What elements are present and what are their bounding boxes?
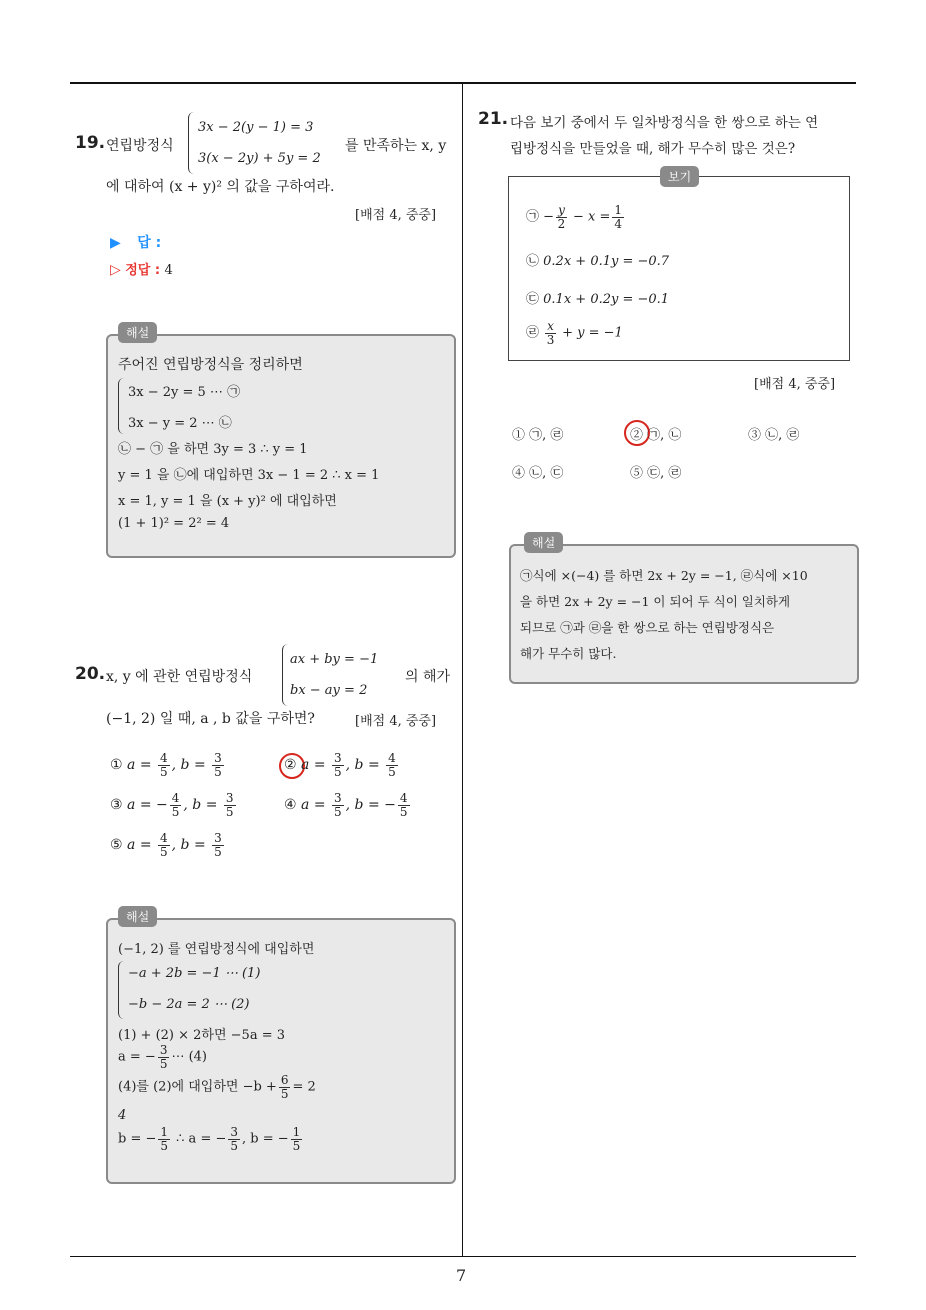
q21-meta: [배점 4, 중중]: [754, 377, 836, 392]
bogi-text: −: [543, 209, 555, 225]
q21-choice-5[interactable]: [630, 462, 681, 481]
denominator: 5: [388, 764, 396, 779]
q20-sol-brace: [118, 961, 124, 1019]
choice-number: ⑤: [110, 837, 123, 854]
q20-outro: 의 해가: [405, 669, 451, 685]
fraction: [158, 832, 170, 858]
choice-text: ㉠, ㉣: [529, 428, 564, 443]
q20-sol-row-a: [118, 1044, 207, 1070]
q21-choice-4[interactable]: [512, 462, 563, 481]
choice-b: , b =: [183, 797, 222, 814]
page-number: 7: [456, 1266, 467, 1285]
q19-sol-line: 주어진 연립방정식을 정리하면: [118, 357, 303, 373]
sol-text: ∴ a = −: [176, 1131, 227, 1147]
fraction: [545, 320, 556, 346]
numerator: 4: [399, 791, 408, 805]
sol-text: = 2: [292, 1079, 316, 1095]
q20-choice-1[interactable]: [110, 752, 226, 778]
choice-text: ㉠, ㉡: [647, 428, 682, 443]
bogi-text: 0.2x + 0.1y = −0.7: [543, 254, 670, 269]
numerator: 3: [230, 1125, 239, 1139]
choice-text: ㉡, ㉢: [529, 466, 564, 481]
q20-choice-2[interactable]: [284, 752, 400, 778]
q20-sol-row-sub: [118, 1074, 316, 1100]
q19-outro: 를 만족하는 x, y: [345, 138, 447, 154]
denominator: 5: [159, 1056, 168, 1071]
fraction: [332, 792, 344, 818]
q21-bogi-tag: 보기: [660, 166, 699, 187]
q19-answer-label: 답 :: [137, 235, 162, 251]
q21-bogi-item-2: [526, 250, 669, 269]
q21-solution-box: [509, 544, 859, 684]
column-divider: [462, 84, 463, 1256]
numerator: 4: [171, 791, 180, 805]
fraction: [398, 792, 410, 818]
sol-text: a = −: [118, 1049, 156, 1065]
q21-bogi-item-3: [526, 288, 669, 307]
denominator: 5: [225, 804, 234, 819]
fraction: [332, 752, 344, 778]
bottom-rule: [70, 1256, 856, 1257]
q19-correct-label: 정답 :: [125, 263, 161, 278]
q20-solution-tag: 해설: [118, 906, 157, 927]
numerator: 3: [334, 791, 342, 805]
denominator: 5: [171, 804, 180, 819]
fraction: [158, 1044, 170, 1070]
numerator: 6: [280, 1073, 289, 1087]
choice-text: ㉡, ㉣: [765, 428, 800, 443]
q20-sol-line: −b − 2a = 2 ⋯ (2): [128, 997, 250, 1012]
q19-brace: [188, 112, 195, 174]
numerator: y: [558, 203, 565, 217]
choice-number: ①: [512, 428, 526, 443]
fraction: [212, 752, 224, 778]
bogi-mark: ㉠: [526, 209, 540, 225]
fraction: [279, 1074, 291, 1100]
denominator: 5: [160, 1138, 169, 1153]
denominator: 5: [160, 844, 168, 859]
q21-bogi-item-4: [526, 320, 623, 346]
q20-meta: [배점 4, 중중]: [355, 714, 437, 729]
q21-sol-line: ㉠식에 ×(−4) 를 하면 2x + 2y = −1, ㉣식에 ×10: [520, 568, 808, 583]
fraction: [170, 792, 182, 818]
q19-meta: [배점 4, 중중]: [355, 208, 437, 223]
denominator: 5: [292, 1138, 301, 1153]
q19-eq1: 3x − 2(y − 1) = 3: [198, 120, 314, 135]
q21-line2: 립방정식을 만들었을 때, 해가 무수히 많은 것은?: [510, 141, 796, 157]
denominator: 3: [546, 332, 555, 347]
bogi-mark: ㉣: [526, 325, 540, 341]
numerator: 1: [292, 1125, 301, 1139]
fraction: [158, 752, 170, 778]
numerator: 3: [334, 751, 342, 765]
denominator: 5: [214, 844, 222, 859]
q20-sol-row-final: [118, 1126, 304, 1152]
q20-sol-line: −a + 2b = −1 ⋯ (1): [128, 966, 261, 981]
q19-sol-line: ㉡ − ㉠ 을 하면 3y = 3 ∴ y = 1: [118, 442, 308, 457]
denominator: 5: [334, 764, 342, 779]
fraction: [291, 1126, 303, 1152]
q21-solution-tag: 해설: [524, 532, 563, 553]
fraction: [556, 204, 567, 230]
numerator: 1: [614, 203, 623, 217]
q21-sol-line: 되므로 ㉠과 ㉣을 한 쌍으로 하는 연립방정식은: [520, 620, 775, 635]
bogi-mark: ㉢: [526, 292, 540, 307]
q19-solution-tag: 해설: [118, 322, 157, 343]
choice-number: ⑤: [630, 466, 644, 481]
denominator: 5: [160, 764, 168, 779]
choice-number: ④: [284, 797, 297, 814]
q20-choice-4[interactable]: [284, 792, 412, 818]
top-rule: [70, 82, 856, 84]
q19-sol-brace: [118, 378, 124, 434]
numerator: 3: [214, 751, 222, 765]
choice-text: ㉢, ㉣: [647, 466, 682, 481]
q21-line1: 다음 보기 중에서 두 일차방정식을 한 쌍으로 하는 연: [510, 115, 819, 131]
q19-sol-line: y = 1 을 ㉡에 대입하면 3x − 1 = 2 ∴ x = 1: [118, 468, 380, 483]
denominator: 5: [214, 764, 222, 779]
q20-choice-5[interactable]: [110, 832, 226, 858]
choice-number: ③: [748, 428, 762, 443]
sol-text: b = −: [118, 1131, 157, 1147]
q21-sol-line: 해가 무수히 많다.: [520, 646, 617, 661]
sol-text: (4)를 (2)에 대입하면 −b +: [118, 1079, 277, 1095]
sol-text: ⋯ (4): [171, 1049, 207, 1065]
numerator: 1: [160, 1125, 169, 1139]
choice-b: , b = −: [345, 797, 396, 814]
fraction: [386, 752, 398, 778]
numerator: 3: [159, 1043, 168, 1057]
q21-number: 21.: [478, 109, 509, 129]
correct-arrow-icon: ▷: [110, 262, 121, 278]
numerator: 4: [160, 751, 168, 765]
choice-a: a =: [301, 797, 330, 814]
fraction: [212, 832, 224, 858]
choice-number: ②: [630, 428, 644, 443]
q19-correct-row: [110, 259, 173, 278]
fraction: [228, 1126, 240, 1152]
bogi-text: − x =: [572, 209, 611, 225]
q19-number: 19.: [75, 133, 106, 153]
fraction: [224, 792, 236, 818]
q19-eq2: 3(x − 2y) + 5y = 2: [198, 151, 321, 166]
q19-answer-row: [110, 232, 161, 252]
q20-number: 20.: [75, 664, 106, 684]
q20-choice-3[interactable]: [110, 792, 238, 818]
sol-text: , b = −: [242, 1131, 289, 1147]
choice-b: , b =: [171, 837, 211, 854]
denominator: 4: [614, 216, 623, 231]
choice-a: a =: [301, 757, 330, 774]
q21-sol-line: 을 하면 2x + 2y = −1 이 되어 두 식이 일치하게: [520, 594, 791, 609]
q20-intro: x, y 에 관한 연립방정식: [106, 669, 253, 685]
q21-choice-2[interactable]: [630, 424, 681, 443]
q19-sol-line: 3x − y = 2 ⋯ ㉡: [128, 416, 232, 431]
q20-sol-line: (1) + (2) × 2하면 −5a = 3: [118, 1028, 286, 1043]
choice-a: a =: [127, 837, 156, 854]
q21-bogi-item-1: [526, 204, 626, 230]
q20-eq1: ax + by = −1: [290, 652, 379, 667]
q19-sol-line: x = 1, y = 1 을 (x + y)² 에 대입하면: [118, 494, 337, 509]
answer-arrow-icon: ▶: [110, 235, 121, 251]
q20-sol-line: 4: [118, 1108, 127, 1123]
choice-number: ②: [284, 757, 297, 774]
denominator: 5: [399, 804, 408, 819]
q20-eq2: bx − ay = 2: [290, 683, 368, 698]
numerator: 3: [214, 831, 222, 845]
choice-a: a =: [127, 757, 156, 774]
choice-b: , b =: [171, 757, 211, 774]
q21-choice-3[interactable]: [748, 424, 799, 443]
choice-number: ③: [110, 797, 123, 814]
denominator: 5: [280, 1086, 289, 1101]
denominator: 5: [334, 804, 342, 819]
q19-sol-line: (1 + 1)² = 2² = 4: [118, 516, 230, 531]
choice-a: a = −: [127, 797, 168, 814]
q19-intro: 연립방정식: [106, 138, 174, 154]
fraction: [612, 204, 624, 230]
numerator: 3: [225, 791, 234, 805]
bogi-text: 0.1x + 0.2y = −0.1: [543, 292, 670, 307]
numerator: x: [547, 319, 554, 333]
q20-sol-line: (−1, 2) 를 연립방정식에 대입하면: [118, 942, 315, 957]
choice-number: ①: [110, 757, 123, 774]
bogi-text: + y = −1: [562, 325, 623, 341]
q19-line2: 에 대하여 (x + y)² 의 값을 구하여라.: [106, 179, 335, 195]
choice-number: ④: [512, 466, 526, 481]
choice-b: , b =: [345, 757, 385, 774]
q19-sol-line: 3x − 2y = 5 ⋯ ㉠: [128, 385, 241, 400]
q20-brace: [282, 644, 289, 706]
denominator: 5: [230, 1138, 239, 1153]
q19-correct-value: 4: [164, 263, 173, 278]
fraction: [158, 1126, 170, 1152]
bogi-mark: ㉡: [526, 254, 540, 269]
q20-line2: (−1, 2) 일 때, a , b 값을 구하면?: [106, 711, 315, 727]
denominator: 2: [557, 216, 566, 231]
numerator: 4: [388, 751, 396, 765]
q21-choice-1[interactable]: [512, 424, 563, 443]
numerator: 4: [160, 831, 168, 845]
